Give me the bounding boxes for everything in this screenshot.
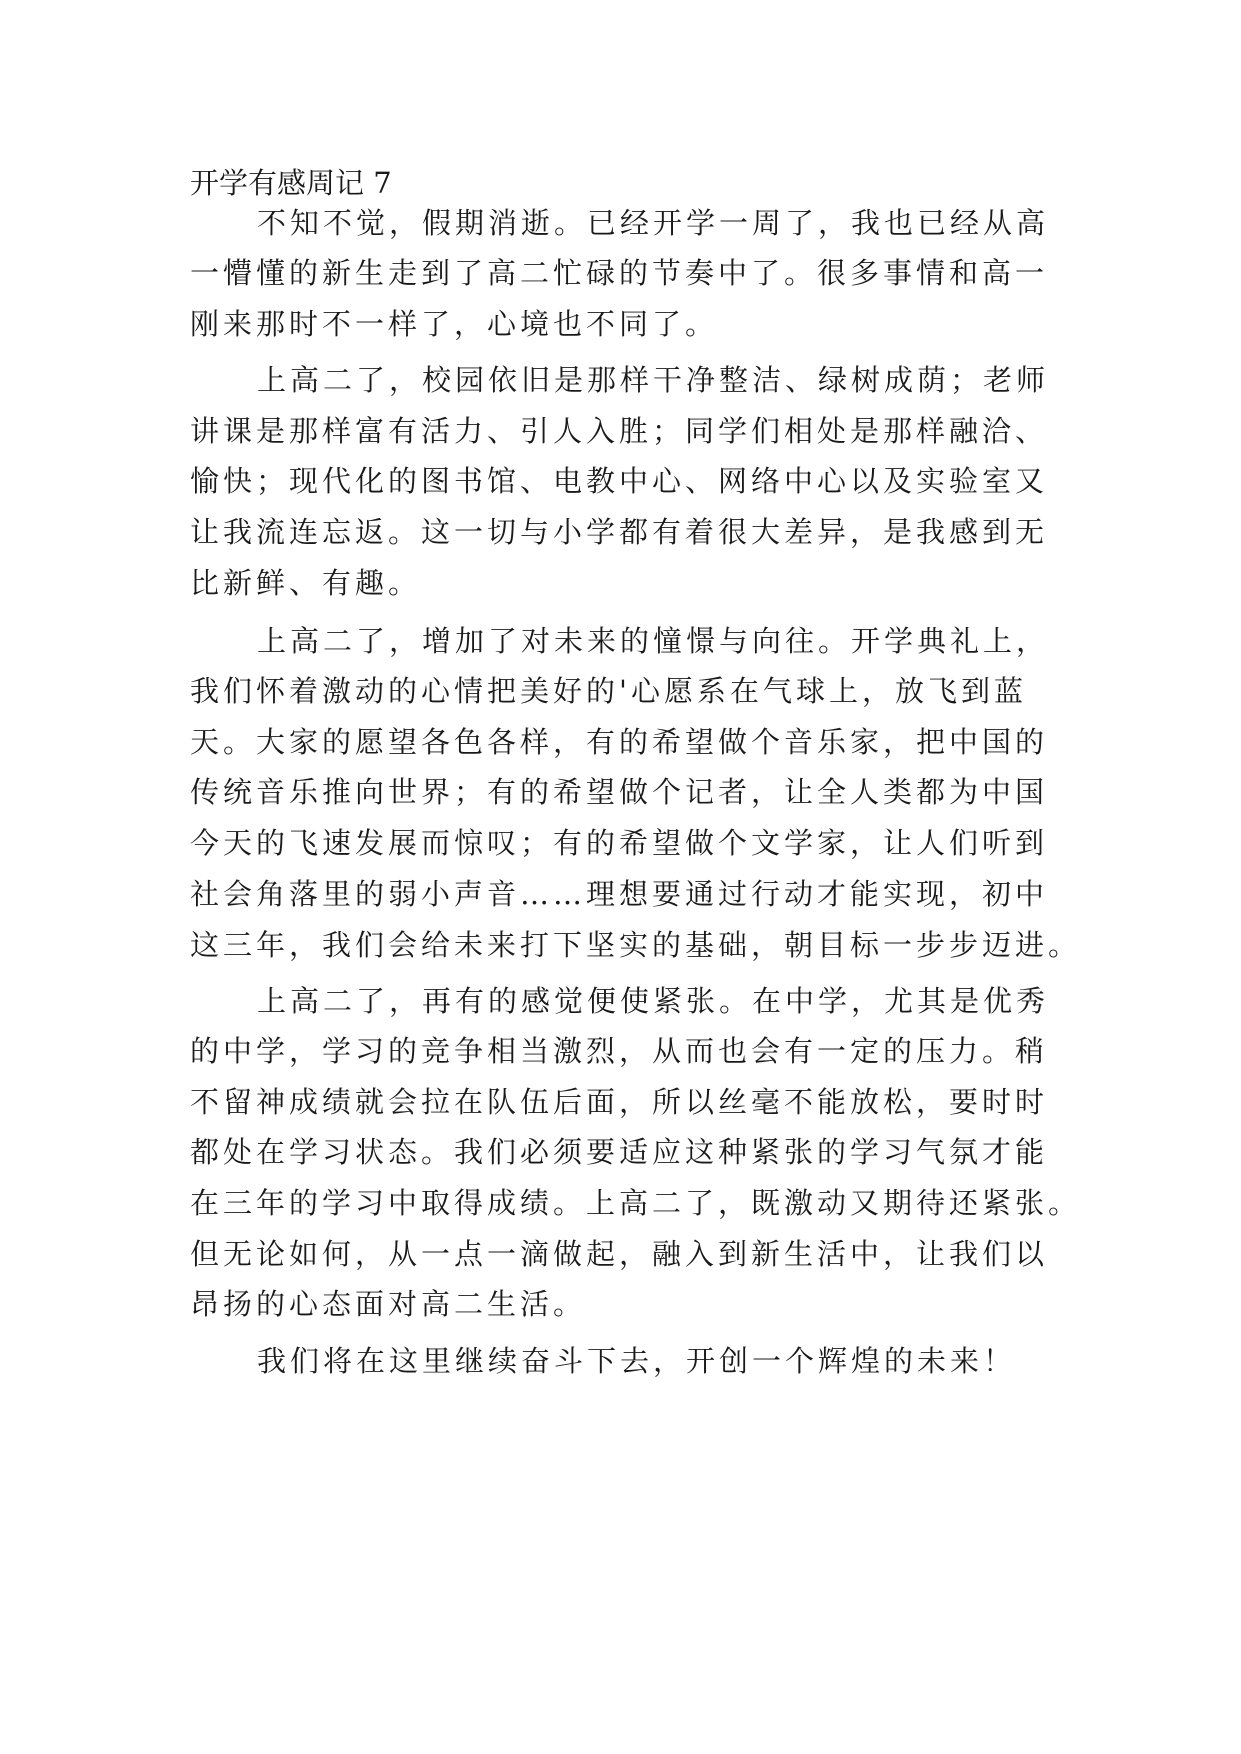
- paragraph-2-line-1: 上高二了，校园依旧是那样干净整洁、绿树成荫；老师: [257, 363, 1050, 397]
- paragraph-4-line-3: 不留神成绩就会拉在队伍后面，所以丝毫不能放松，要时时: [190, 1085, 1049, 1119]
- paragraph-4-line-4: 都处在学习状态。我们必须要适应这种紧张的学习气氛才能: [190, 1135, 1049, 1169]
- paragraph-1-line-2: 一懵懂的新生走到了高二忙碌的节奏中了。很多事情和高一: [190, 256, 1049, 290]
- paragraph-3-line-5: 今天的飞速发展而惊叹；有的希望做个文学家，让人们听到: [190, 826, 1049, 860]
- paragraph-1-line-3: 刚来那时不一样了，心境也不同了。: [190, 307, 719, 341]
- paragraph-3-line-1: 上高二了，增加了对未来的憧憬与向往。开学典礼上，: [257, 624, 1050, 658]
- paragraph-4-line-2: 的中学，学习的竞争相当激烈，从而也会有一定的压力。稍: [190, 1034, 1049, 1068]
- document-title: 开学有感周记 7: [190, 166, 392, 200]
- paragraph-2-line-5: 比新鲜、有趣。: [190, 566, 422, 600]
- paragraph-3-line-3: 天。大家的愿望各色各样，有的希望做个音乐家，把中国的: [190, 725, 1049, 759]
- paragraph-3-line-6: 社会角落里的弱小声音……理想要通过行动才能实现，初中: [190, 877, 1049, 911]
- paragraph-2-line-4: 让我流连忘返。这一切与小学都有着很大差异，是我感到无: [190, 515, 1049, 549]
- paragraph-5-line-1: 我们将在这里继续奋斗下去，开创一个辉煌的未来！: [257, 1344, 1017, 1378]
- paragraph-2-line-3: 愉快；现代化的图书馆、电教中心、网络中心以及实验室又: [190, 464, 1049, 498]
- paragraph-4-line-1: 上高二了，再有的感觉便使紧张。在中学，尤其是优秀: [257, 984, 1050, 1018]
- paragraph-4-line-5: 在三年的学习中取得成绩。上高二了，既激动又期待还紧张。: [190, 1186, 1082, 1220]
- paragraph-3-line-2: 我们怀着激动的心情把美好的'心愿系在气球上，放飞到蓝: [190, 674, 1027, 708]
- paragraph-1-line-1: 不知不觉，假期消逝。已经开学一周了，我也已经从高: [257, 206, 1050, 240]
- paragraph-2-line-2: 讲课是那样富有活力、引人入胜；同学们相处是那样融洽、: [190, 414, 1049, 448]
- paragraph-4-line-7: 昂扬的心态面对高二生活。: [190, 1287, 587, 1321]
- paragraph-3-line-4: 传统音乐推向世界；有的希望做个记者，让全人类都为中国: [190, 775, 1049, 809]
- paragraph-3-line-7: 这三年，我们会给未来打下坚实的基础，朝目标一步步迈进。: [190, 928, 1082, 962]
- paragraph-4-line-6: 但无论如何，从一点一滴做起，融入到新生活中，让我们以: [190, 1237, 1049, 1271]
